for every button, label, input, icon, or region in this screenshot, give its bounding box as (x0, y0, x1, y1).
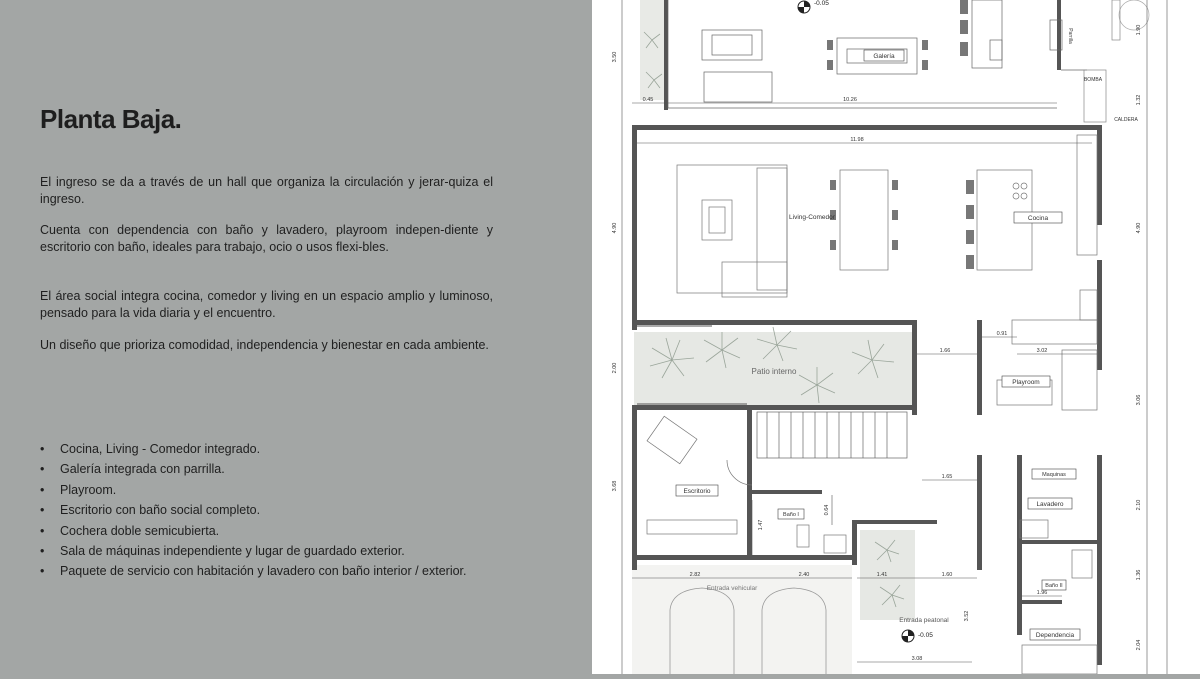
dim-label: 3.06 (1136, 394, 1142, 406)
dim-label: 1.41 (876, 572, 888, 578)
dim-label: 0.45 (642, 97, 654, 103)
label-level-top: -0.05 (814, 0, 829, 7)
carport-floor (632, 565, 852, 674)
dim-label: 11.98 (850, 137, 864, 143)
feature-item: • Galería integrada con parrilla. (40, 462, 225, 477)
dim-label: 2.10 (1136, 499, 1142, 511)
dim-label: 4.90 (1136, 222, 1142, 234)
label-escritorio: Escritorio (683, 488, 711, 495)
dim-label: 1.36 (1136, 569, 1142, 581)
label-parrilla: Parrilla (1067, 28, 1073, 44)
dim-label: 3.02 (1036, 348, 1048, 354)
dim-label: 10.26 (843, 97, 857, 103)
feature-item: • Sala de máquinas independiente y lugar de guardado exterior. (40, 544, 405, 559)
label-level-entrance: -0.05 (918, 632, 933, 639)
label-entrada-vehicular: Entrada vehicular (706, 585, 758, 592)
level-marker-entrance (902, 630, 914, 642)
label-caldera: CALDERA (1114, 117, 1138, 123)
paragraph-diseno: Un diseño que prioriza comodidad, independencia y bienestar en cada ambiente. (40, 338, 489, 352)
dim-label: 3.50 (612, 51, 618, 63)
label-maquinas: Maquinas (1042, 472, 1066, 478)
label-patio-interno: Patio interno (751, 367, 797, 376)
label-playroom: Playroom (1012, 379, 1040, 386)
dim-label: 1.96 (1036, 590, 1048, 596)
dim-label: 4.90 (612, 222, 618, 234)
paragraph-dependencia: Cuenta con dependencia con baño y lavadero, playroom indepen-diente y escritorio con baño, ideales para trabajo, ocio o usos flexi-bles. (40, 223, 493, 254)
dim-label: 2.04 (1136, 639, 1142, 651)
feature-item: • Cocina, Living - Comedor integrado. (40, 442, 261, 456)
feature-item: • Cochera doble semicubierta. (40, 523, 220, 538)
paragraph-ingreso: El ingreso se da a través de un hall que organiza la circulación y jerar-quiza el ingreso. (40, 175, 493, 206)
dim-label: 2.82 (689, 572, 701, 578)
dim-label: 3.68 (612, 480, 618, 492)
feature-list (40, 439, 510, 582)
dim-label: 0.64 (824, 504, 830, 516)
label-living-comedor: Living-Comedor (789, 214, 835, 221)
label-bomba: BOMBA (1083, 77, 1103, 83)
dim-label: 0.91 (996, 331, 1008, 337)
feature-item: • Paquete de servicio con habitación y lavadero con baño interior / exterior. (40, 564, 467, 579)
dim-label: 1.65 (941, 474, 953, 480)
label-cocina: Cocina (1027, 215, 1049, 222)
gallery-outline (668, 0, 1149, 122)
label-galeria: Galería (873, 53, 895, 60)
feature-item: • Escritorio con baño social completo. (40, 503, 261, 518)
dim-label: 1.47 (758, 519, 764, 531)
dim-label: 2.00 (612, 362, 618, 374)
dim-label: 1.60 (941, 572, 953, 578)
page-title: Planta Baja. (40, 104, 182, 134)
level-marker-top (798, 1, 810, 13)
description-panel (0, 0, 592, 674)
floor-plan (592, 0, 1200, 674)
dim-label: 1.32 (1136, 94, 1142, 106)
dim-label: 3.08 (911, 656, 923, 662)
floor-plan-drawing (592, 0, 1200, 674)
stairs (757, 412, 907, 458)
dim-label: 3.52 (964, 610, 970, 622)
entry-garden (860, 530, 915, 620)
dim-label: 2.40 (798, 572, 810, 578)
label-bano-1: Baño I (783, 512, 799, 518)
feature-item: • Playroom. (40, 482, 117, 497)
top-garden (640, 0, 664, 100)
dim-label: 1.90 (1136, 24, 1142, 36)
label-entrada-peatonal: Entrada peatonal (899, 617, 949, 624)
paragraph-area-social: El área social integra cocina, comedor y living en un espacio amplio y luminoso, pensado para la vida diaria y el encuentro. (40, 289, 493, 320)
label-dependencia: Dependencia (1035, 632, 1075, 639)
dim-label: 1.66 (939, 348, 951, 354)
chairs (827, 0, 974, 269)
label-bano-2: Baño II (1045, 583, 1063, 589)
label-lavadero: Lavadero (1036, 501, 1064, 508)
